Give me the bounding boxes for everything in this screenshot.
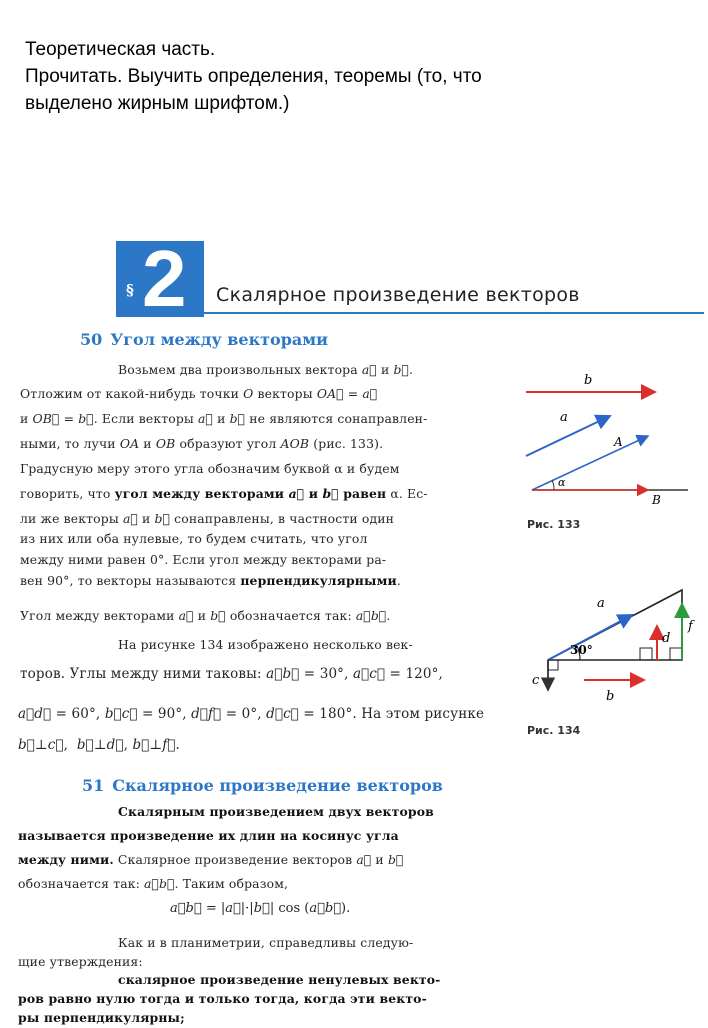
paragraph-badge bbox=[116, 234, 204, 323]
section-50-number: 50 bbox=[80, 330, 103, 349]
s51-line-5: Как и в планиметрии, справедливы следую- bbox=[118, 935, 414, 950]
s50-line-7: ли же векторы a⃗ и b⃗ сонаправлены, в частности один bbox=[20, 511, 395, 526]
label-a-133: a bbox=[560, 410, 568, 425]
s51-line-2: называется произведение их длин на косинус угла bbox=[18, 828, 399, 843]
s51-line-8: ров равно нулю тогда и только тогда, когда эти векто- bbox=[18, 991, 427, 1006]
s50-line-10: вен 90°, то векторы называются перпендикулярными. bbox=[20, 573, 401, 588]
section-50-heading bbox=[80, 330, 328, 349]
angle-arc-133 bbox=[552, 480, 554, 490]
dot-product-formula: a⃗b⃗ = |a⃗|·|b⃗| cos (a⃗b⃗). bbox=[170, 901, 351, 916]
label-a-134: a bbox=[597, 596, 605, 611]
s50-p2-line-2: торов. Углы между ними таковы: a⃗b⃗ = 30°, a⃗c⃗ = 120°, bbox=[20, 666, 443, 682]
s50-line-9: между ними равен 0°. Если угол между векторами ра- bbox=[20, 552, 387, 567]
label-b-134: b bbox=[606, 689, 615, 704]
fig-133-caption: Рис. 133 bbox=[527, 518, 581, 531]
s50-line-4: ными, то лучи OA и OB образуют угол AOB (рис. 133). bbox=[20, 436, 384, 451]
label-d: d bbox=[662, 631, 671, 646]
s50-line-8: из них или оба нулевые, то будем считать, что угол bbox=[20, 531, 368, 546]
intro-line-2: Прочитать. Выучить определения, теоремы (то, что bbox=[25, 66, 482, 87]
s50-notation: Угол между векторами a⃗ и b⃗ обозначается так: a⃗b⃗. bbox=[20, 608, 391, 623]
paragraph-sign: § bbox=[126, 281, 134, 299]
intro-line-1: Теоретическая часть. bbox=[25, 39, 216, 60]
label-30deg: 30° bbox=[570, 643, 593, 657]
s51-line-7: скалярное произведение ненулевых векто- bbox=[118, 972, 441, 987]
label-b-133: b bbox=[584, 373, 593, 388]
chapter-rule bbox=[204, 312, 704, 314]
s50-line-3: и OB⃗ = b⃗. Если векторы a⃗ и b⃗ не являются сонаправлен- bbox=[20, 411, 428, 426]
section-51-heading bbox=[82, 776, 443, 795]
intro-line-3: выделено жирным шрифтом.) bbox=[25, 93, 290, 114]
label-f: f bbox=[688, 619, 693, 634]
label-alpha: α bbox=[558, 476, 566, 489]
paragraph-number: 2 bbox=[142, 234, 187, 323]
right-angle-mark-2 bbox=[640, 648, 652, 660]
s51-line-1: Скалярным произведением двух векторов bbox=[118, 804, 434, 819]
label-A: A bbox=[614, 435, 623, 449]
section-50-title: Угол между векторами bbox=[110, 330, 329, 349]
label-c: c bbox=[532, 673, 540, 688]
s50-line-2: Отложим от какой-нибудь точки O векторы OA⃗ = a⃗ bbox=[20, 386, 378, 401]
figure-134 bbox=[520, 582, 706, 722]
s51-line-3: между ними. Скалярное произведение векторов a⃗ и b⃗ bbox=[18, 852, 404, 867]
right-angle-mark bbox=[670, 648, 682, 660]
s51-line-9: ры перпендикулярны; bbox=[18, 1010, 185, 1025]
textbook-page-scan bbox=[0, 232, 708, 1024]
figure-133 bbox=[520, 366, 700, 536]
s50-line-6: говорить, что угол между векторами a⃗ и b⃗ равен α. Ес- bbox=[20, 486, 428, 501]
vector-a-133 bbox=[526, 416, 610, 456]
section-51-number: 51 bbox=[82, 776, 105, 795]
right-angle-mark-c bbox=[548, 660, 558, 670]
section-51-title: Скалярное произведение векторов bbox=[112, 776, 443, 795]
s50-line-5: Градусную меру этого угла обозначим буквой α и будем bbox=[20, 461, 400, 476]
chapter-title: Скалярное произведение векторов bbox=[216, 284, 580, 306]
label-B: B bbox=[652, 493, 661, 507]
task-intro bbox=[25, 36, 665, 117]
s50-p2-line-3: a⃗d⃗ = 60°, b⃗c⃗ = 90°, d⃗f⃗ = 0°, d⃗c⃗ = 180°. На этом рисунке bbox=[18, 706, 485, 722]
s50-p2-line-4: b⃗⊥c⃗, b⃗⊥d⃗, b⃗⊥f⃗. bbox=[18, 737, 180, 753]
s50-line-1: Возьмем два произвольных вектора a⃗ и b⃗. bbox=[118, 362, 414, 377]
fig-134-caption: Рис. 134 bbox=[527, 724, 581, 737]
s50-p2-line-1: На рисунке 134 изображено несколько век- bbox=[118, 637, 413, 652]
s51-line-6: щие утверждения: bbox=[18, 954, 143, 969]
s51-line-4: обозначается так: a⃗b⃗. Таким образом, bbox=[18, 876, 289, 891]
